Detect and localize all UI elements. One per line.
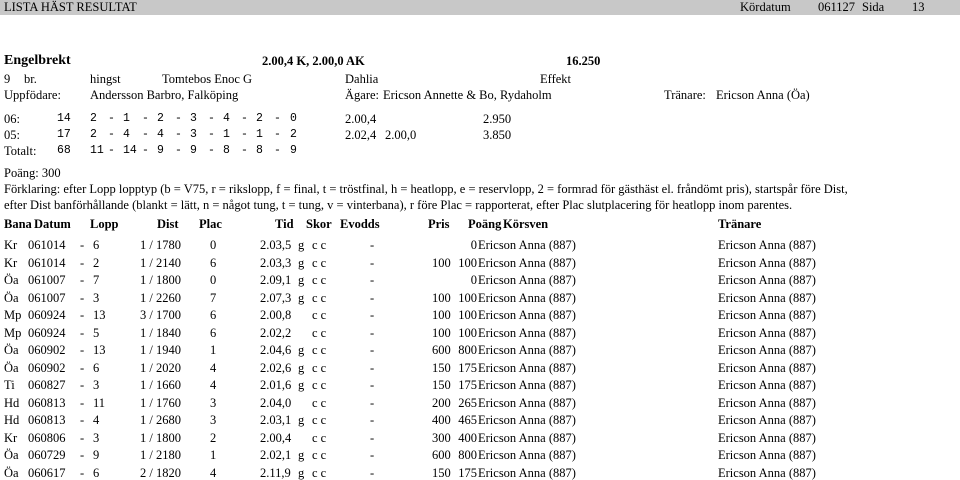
row-g: g [298, 238, 305, 252]
row-tranare: Ericson Anna (887) [718, 378, 816, 392]
row-lopp: 13 [93, 343, 106, 357]
row-korsven: Ericson Anna (887) [478, 465, 576, 480]
stats-number: 3 [190, 128, 197, 141]
stats-number: - [108, 112, 115, 125]
row-dist: 1 / 1800 [140, 430, 181, 445]
col-bana: Bana [4, 217, 32, 231]
row-plac: 3 [210, 413, 217, 427]
row-pris: 300 [432, 430, 451, 445]
col-lopp: Lopp [90, 217, 119, 231]
stats-number: - [241, 144, 248, 157]
stats-earnings: 3.850 [483, 128, 512, 142]
col-plac: Plac [199, 217, 222, 231]
row-datum: 061007 [28, 273, 66, 287]
row-bana: Öa [4, 465, 19, 480]
row-datum: 061014 [28, 255, 66, 270]
col-dist: Dist [157, 217, 179, 231]
row-plac: 4 [210, 360, 217, 375]
row-pris: 100 [432, 255, 451, 270]
row-datum: 060813 [28, 413, 66, 427]
stats-number: 4 [157, 128, 164, 141]
row-datum: 060924 [28, 325, 66, 340]
row-tranare: Ericson Anna (887) [718, 273, 816, 287]
row-tranare: Ericson Anna (887) [718, 290, 816, 305]
row-plac: 1 [210, 448, 217, 462]
stats-record-ak: 2.00,0 [385, 128, 417, 142]
stats-number: - [241, 128, 248, 141]
row-datum: 060813 [28, 395, 66, 410]
row-bana: Kr [4, 238, 18, 252]
row-evodds: - [370, 378, 375, 392]
row-plac: 7 [210, 290, 217, 305]
stats-number: 4 [223, 112, 230, 125]
row-tranare: Ericson Anna (887) [718, 430, 816, 445]
row-bana: Öa [4, 290, 19, 305]
horse-sex: hingst [90, 72, 121, 86]
row-poang: 0 [470, 238, 477, 252]
row-pris: 150 [432, 360, 451, 375]
horse-dam-sire: Effekt [540, 72, 572, 86]
row-tid: 2.07,3 [260, 290, 292, 305]
sida-value: 13 [912, 0, 925, 14]
stats-number: 8 [223, 144, 230, 157]
row-tranare: Ericson Anna (887) [718, 343, 816, 357]
stats-number: - [274, 144, 281, 157]
row-skor: c c [312, 395, 327, 410]
stats-number: 9 [290, 144, 297, 157]
row-bana: Hd [4, 395, 20, 410]
row-evodds: - [370, 273, 375, 287]
row-tid: 2.09,1 [260, 273, 292, 287]
row-poang: 0 [470, 273, 477, 287]
row-tranare: Ericson Anna (887) [718, 395, 816, 410]
horse-color: br. [24, 72, 37, 86]
stats-number: 9 [190, 144, 197, 157]
stats-number: 2 [157, 112, 164, 125]
row-poang: 100 [458, 255, 477, 270]
horse-record: 2.00,4 K, 2.00,0 AK [262, 54, 365, 68]
row-korsven: Ericson Anna (887) [478, 448, 576, 462]
row-poang: 100 [458, 308, 477, 322]
row-g: g [298, 343, 305, 357]
horse-earnings: 16.250 [566, 54, 601, 68]
row-poang: 800 [458, 448, 477, 462]
row-evodds: - [370, 325, 375, 340]
row-dist: 1 / 2140 [140, 255, 181, 270]
kordatum-value: 061127 [818, 0, 856, 14]
row-bana: Hd [4, 413, 20, 427]
stats-number: - [142, 144, 149, 157]
row-dash: - [80, 238, 85, 252]
row-evodds: - [370, 308, 375, 322]
col-poang: Poäng [468, 217, 502, 231]
row-lopp: 5 [93, 325, 100, 340]
row-bana: Öa [4, 343, 19, 357]
stats-number: 1 [123, 112, 130, 125]
row-lopp: 3 [93, 378, 100, 392]
stats-earnings: 2.950 [483, 112, 512, 126]
sida-label: Sida [862, 0, 885, 14]
stats-number: - [175, 144, 182, 157]
row-evodds: - [370, 360, 375, 375]
row-bana: Ti [4, 378, 15, 392]
row-tid: 2.02,1 [260, 448, 292, 462]
row-dist: 1 / 1840 [140, 325, 181, 340]
row-lopp: 7 [93, 273, 100, 287]
row-tranare: Ericson Anna (887) [718, 465, 816, 480]
stats-record: 2.00,4 [345, 112, 377, 126]
row-tranare: Ericson Anna (887) [718, 325, 816, 340]
stats-number: 2 [256, 112, 263, 125]
row-poang: 175 [458, 378, 477, 392]
row-korsven: Ericson Anna (887) [478, 360, 576, 375]
row-datum: 060729 [28, 448, 66, 462]
row-plac: 6 [210, 325, 217, 340]
row-tranare: Ericson Anna (887) [718, 308, 816, 322]
row-tranare: Ericson Anna (887) [718, 255, 816, 270]
row-poang: 400 [458, 430, 477, 445]
stats-number: - [208, 112, 215, 125]
row-tid: 2.00,4 [260, 430, 292, 445]
row-plac: 6 [210, 308, 217, 322]
row-bana: Öa [4, 273, 19, 287]
row-skor: c c [312, 290, 327, 305]
row-datum: 060924 [28, 308, 66, 322]
row-lopp: 3 [93, 290, 100, 305]
row-g: g [298, 413, 305, 427]
row-evodds: - [370, 238, 375, 252]
row-plac: 2 [210, 430, 217, 445]
stats-number: - [241, 112, 248, 125]
row-g: g [298, 448, 305, 462]
row-datum: 060902 [28, 360, 66, 375]
col-korsven: Körsven [503, 217, 549, 231]
stats-number: - [175, 128, 182, 141]
report-title: LISTA HÄST RESULTAT [4, 0, 137, 14]
points-text: Poäng: 300 [4, 166, 61, 180]
row-datum: 061014 [28, 238, 66, 252]
row-tranare: Ericson Anna (887) [718, 448, 816, 462]
row-pris: 600 [432, 343, 451, 357]
row-lopp: 11 [93, 395, 106, 410]
row-evodds: - [370, 448, 375, 462]
row-dash: - [80, 448, 85, 462]
row-korsven: Ericson Anna (887) [478, 430, 576, 445]
horse-sire: Tomtebos Enoc G [162, 72, 253, 86]
row-skor: c c [312, 465, 327, 480]
row-skor: c c [312, 413, 327, 427]
stats-label: 05: [4, 128, 20, 142]
stats-number: - [274, 128, 281, 141]
row-pris: 150 [432, 378, 451, 392]
row-bana: Mp [4, 325, 22, 340]
row-lopp: 13 [93, 308, 106, 322]
row-dist: 1 / 2180 [140, 448, 181, 462]
row-plac: 1 [210, 343, 217, 357]
col-tranare: Tränare [718, 217, 762, 231]
row-skor: c c [312, 343, 327, 357]
horse-name: Engelbrekt [4, 53, 71, 68]
row-evodds: - [370, 343, 375, 357]
horse-dam: Dahlia [345, 72, 379, 86]
kordatum-label: Kördatum [740, 0, 791, 14]
row-korsven: Ericson Anna (887) [478, 378, 576, 392]
row-tid: 2.00,8 [260, 308, 292, 322]
row-poang: 100 [458, 290, 477, 305]
stats-number: 14 [123, 144, 137, 157]
row-dash: - [80, 430, 85, 445]
row-skor: c c [312, 430, 327, 445]
stats-number: - [208, 144, 215, 157]
row-dash: - [80, 343, 85, 357]
stats-number: - [175, 112, 182, 125]
row-dist: 1 / 1760 [140, 395, 181, 410]
row-tranare: Ericson Anna (887) [718, 360, 816, 375]
stats-number: 3 [190, 112, 197, 125]
owner-label: Ägare: [345, 88, 380, 102]
row-plac: 4 [210, 378, 217, 392]
row-g: g [298, 255, 305, 270]
stats-number: 4 [123, 128, 130, 141]
row-skor: c c [312, 308, 327, 322]
row-g: g [298, 290, 305, 305]
row-tid: 2.03,3 [260, 255, 292, 270]
stats-number: 0 [290, 112, 297, 125]
row-g: g [298, 465, 305, 480]
col-datum: Datum [34, 217, 71, 231]
row-dist: 1 / 1780 [140, 238, 181, 252]
explanation-line-2: efter Dist banförhållande (blankt = lätt, n = något tung, t = tung, v = vinterbana), r före Plac = rapporterat, efter Plac slutplacering för heatlopp inom parentes. [4, 198, 793, 212]
row-poang: 265 [458, 395, 477, 410]
owner-value: Ericson Annette & Bo, Rydaholm [383, 88, 552, 102]
row-poang: 100 [458, 325, 477, 340]
stats-number: - [274, 112, 281, 125]
trainer-value: Ericson Anna (Öa) [716, 88, 810, 102]
row-korsven: Ericson Anna (887) [478, 273, 576, 287]
row-skor: c c [312, 448, 327, 462]
row-tid: 2.11,9 [260, 465, 291, 480]
row-evodds: - [370, 255, 375, 270]
row-korsven: Ericson Anna (887) [478, 308, 576, 322]
col-pris: Pris [428, 217, 450, 231]
row-dash: - [80, 395, 85, 410]
row-lopp: 6 [93, 465, 100, 480]
row-lopp: 2 [93, 255, 100, 270]
stats-number: 68 [57, 144, 71, 157]
row-plac: 6 [210, 255, 217, 270]
stats-number: - [142, 112, 149, 125]
row-tid: 2.03,5 [260, 238, 292, 252]
row-dash: - [80, 273, 85, 287]
row-pris: 600 [432, 448, 451, 462]
row-dash: - [80, 290, 85, 305]
stats-number: - [208, 128, 215, 141]
stats-number: 1 [223, 128, 230, 141]
row-evodds: - [370, 290, 375, 305]
row-poang: 800 [458, 343, 477, 357]
stats-number: - [142, 128, 149, 141]
stats-record: 2.02,4 [345, 128, 377, 142]
stats-number: - [108, 128, 115, 141]
col-skor: Skor [306, 217, 332, 231]
row-skor: c c [312, 360, 327, 375]
row-korsven: Ericson Anna (887) [478, 238, 576, 252]
row-lopp: 6 [93, 360, 100, 375]
row-poang: 175 [458, 360, 477, 375]
row-skor: c c [312, 378, 327, 392]
row-evodds: - [370, 430, 375, 445]
row-lopp: 9 [93, 448, 100, 462]
row-pris: 200 [432, 395, 451, 410]
row-korsven: Ericson Anna (887) [478, 290, 576, 305]
row-bana: Kr [4, 255, 18, 270]
row-lopp: 4 [93, 413, 100, 427]
stats-number: 17 [57, 128, 71, 141]
row-dist: 3 / 1700 [140, 308, 181, 322]
row-korsven: Ericson Anna (887) [478, 413, 576, 427]
stats-number: 2 [290, 128, 297, 141]
row-skor: c c [312, 255, 327, 270]
row-poang: 465 [458, 413, 477, 427]
row-tid: 2.04,6 [260, 343, 292, 357]
row-skor: c c [312, 325, 327, 340]
row-korsven: Ericson Anna (887) [478, 325, 576, 340]
row-pris: 400 [432, 413, 451, 427]
row-pris: 100 [432, 325, 451, 340]
stats-number: 9 [157, 144, 164, 157]
row-korsven: Ericson Anna (887) [478, 255, 576, 270]
row-datum: 060827 [28, 378, 66, 392]
stats-number: 11 [90, 144, 104, 157]
row-dash: - [80, 465, 85, 480]
row-dash: - [80, 325, 85, 340]
stats-number: - [108, 144, 115, 157]
stats-number: 1 [256, 128, 263, 141]
horse-age: 9 [4, 72, 11, 86]
row-dist: 1 / 1660 [140, 378, 181, 392]
row-dist: 1 / 1940 [140, 343, 181, 357]
row-plac: 4 [210, 465, 217, 480]
row-dist: 1 / 2020 [140, 360, 181, 375]
row-skor: c c [312, 273, 327, 287]
row-plac: 0 [210, 273, 217, 287]
row-evodds: - [370, 413, 375, 427]
row-korsven: Ericson Anna (887) [478, 395, 576, 410]
stats-label: Totalt: [4, 144, 37, 158]
row-evodds: - [370, 395, 375, 410]
row-bana: Öa [4, 448, 19, 462]
row-lopp: 3 [93, 430, 100, 445]
row-evodds: - [370, 465, 375, 480]
stats-number: 2 [90, 112, 97, 125]
row-dash: - [80, 413, 85, 427]
row-g: g [298, 360, 305, 375]
row-plac: 0 [210, 238, 217, 252]
breeder-label: Uppfödare: [4, 88, 61, 102]
row-datum: 060617 [28, 465, 66, 480]
row-pris: 100 [432, 290, 451, 305]
stats-number: 2 [90, 128, 97, 141]
row-poang: 175 [458, 465, 477, 480]
breeder-value: Andersson Barbro, Falköping [90, 88, 239, 102]
row-datum: 060806 [28, 430, 66, 445]
stats-label: 06: [4, 112, 20, 126]
row-dash: - [80, 308, 85, 322]
row-lopp: 6 [93, 238, 100, 252]
row-datum: 061007 [28, 290, 66, 305]
row-pris: 100 [432, 308, 451, 322]
row-g: g [298, 378, 305, 392]
row-bana: Öa [4, 360, 19, 375]
row-tid: 2.02,6 [260, 360, 292, 375]
col-evodds: Evodds [340, 217, 380, 231]
row-dash: - [80, 360, 85, 375]
row-dash: - [80, 378, 85, 392]
row-dist: 2 / 1820 [140, 465, 181, 480]
row-dash: - [80, 255, 85, 270]
row-pris: 150 [432, 465, 451, 480]
row-dist: 1 / 2260 [140, 290, 181, 305]
row-tid: 2.04,0 [260, 395, 292, 410]
row-tranare: Ericson Anna (887) [718, 238, 816, 252]
row-korsven: Ericson Anna (887) [478, 343, 576, 357]
row-tid: 2.01,6 [260, 378, 292, 392]
row-dist: 1 / 1800 [140, 273, 181, 287]
row-bana: Mp [4, 308, 22, 322]
row-bana: Kr [4, 430, 18, 445]
row-skor: c c [312, 238, 327, 252]
report-header-bar [0, 0, 960, 15]
stats-number: 14 [57, 112, 71, 125]
row-tid: 2.03,1 [260, 413, 292, 427]
row-datum: 060902 [28, 343, 66, 357]
row-plac: 3 [210, 395, 217, 410]
col-tid: Tid [275, 217, 294, 231]
row-tranare: Ericson Anna (887) [718, 413, 816, 427]
trainer-label: Tränare: [664, 88, 706, 102]
explanation-line-1: Förklaring: efter Lopp lopptyp (b = V75, r = rikslopp, f = final, t = tröstfinal, h = heatlopp, e = reservlopp, 2 = formrad för gästhäst el. fråndömt pris), startspår före Dist, [4, 182, 848, 196]
stats-number: 8 [256, 144, 263, 157]
row-g: g [298, 273, 305, 287]
row-tid: 2.02,2 [260, 325, 292, 340]
row-dist: 1 / 2680 [140, 413, 181, 427]
